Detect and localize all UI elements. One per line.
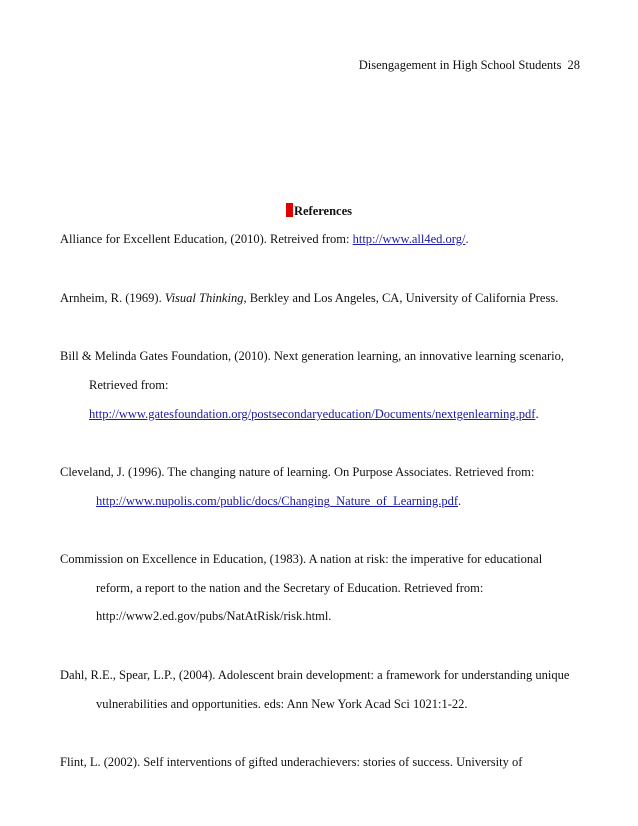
reference-link-all4ed[interactable]: http://www.all4ed.org/ (352, 232, 466, 246)
reference-text: Arnheim, R. (1969). (60, 291, 165, 305)
reference-text: , Berkley and Los Angeles, CA, University of California Press. (243, 291, 559, 305)
references-heading (0, 203, 638, 219)
reference-link-nupolis[interactable]: http://www.nupolis.com/public/docs/Changing_Nature_of_Learning.pdf (96, 494, 458, 508)
reference-end: . (535, 407, 539, 421)
reference-flint-line1: Flint, L. (2002). Self interventions of gifted underachievers: stories of success. University of (60, 755, 523, 769)
reference-gates-line2: Retrieved from: (89, 378, 169, 392)
cursor-marker-icon (286, 203, 293, 217)
running-title: Disengagement in High School Students (358, 58, 562, 72)
reference-arnheim (60, 291, 558, 306)
references-heading-text: References (293, 204, 353, 218)
reference-dahl-line2: vulnerabilities and opportunities. eds: Ann New York Acad Sci 1021:1-22. (96, 697, 468, 711)
reference-commission-line1: Commission on Excellence in Education, (1983). A nation at risk: the imperative for educational (60, 552, 543, 566)
reference-cleveland-line1: Cleveland, J. (1996). The changing nature of learning. On Purpose Associates. Retrieved from: (60, 465, 535, 479)
reference-dahl-line1: Dahl, R.E., Spear, L.P., (2004). Adolescent brain development: a framework for understanding unique (60, 668, 570, 682)
reference-link-gates[interactable]: http://www.gatesfoundation.org/postsecondaryeducation/Documents/nextgenlearning.pdf (89, 407, 536, 421)
running-head (359, 58, 580, 73)
reference-cleveland-line2 (96, 494, 461, 509)
reference-commission-line2: reform, a report to the nation and the Secretary of Education. Retrieved from: (96, 581, 484, 595)
reference-alliance (60, 232, 469, 247)
reference-book-title: Visual Thinking (164, 291, 244, 305)
reference-end: . (457, 494, 462, 508)
reference-gates-line1: Bill & Melinda Gates Foundation, (2010). Next generation learning, an innovative learning scenario, (60, 349, 565, 363)
reference-end: . (465, 232, 469, 246)
reference-text: Alliance for Excellent Education, (2010). Retreived from: (60, 232, 353, 246)
reference-gates-line3 (89, 407, 539, 422)
page-number: 28 (567, 58, 580, 72)
reference-commission-line3: http://www2.ed.gov/pubs/NatAtRisk/risk.html. (96, 609, 332, 623)
